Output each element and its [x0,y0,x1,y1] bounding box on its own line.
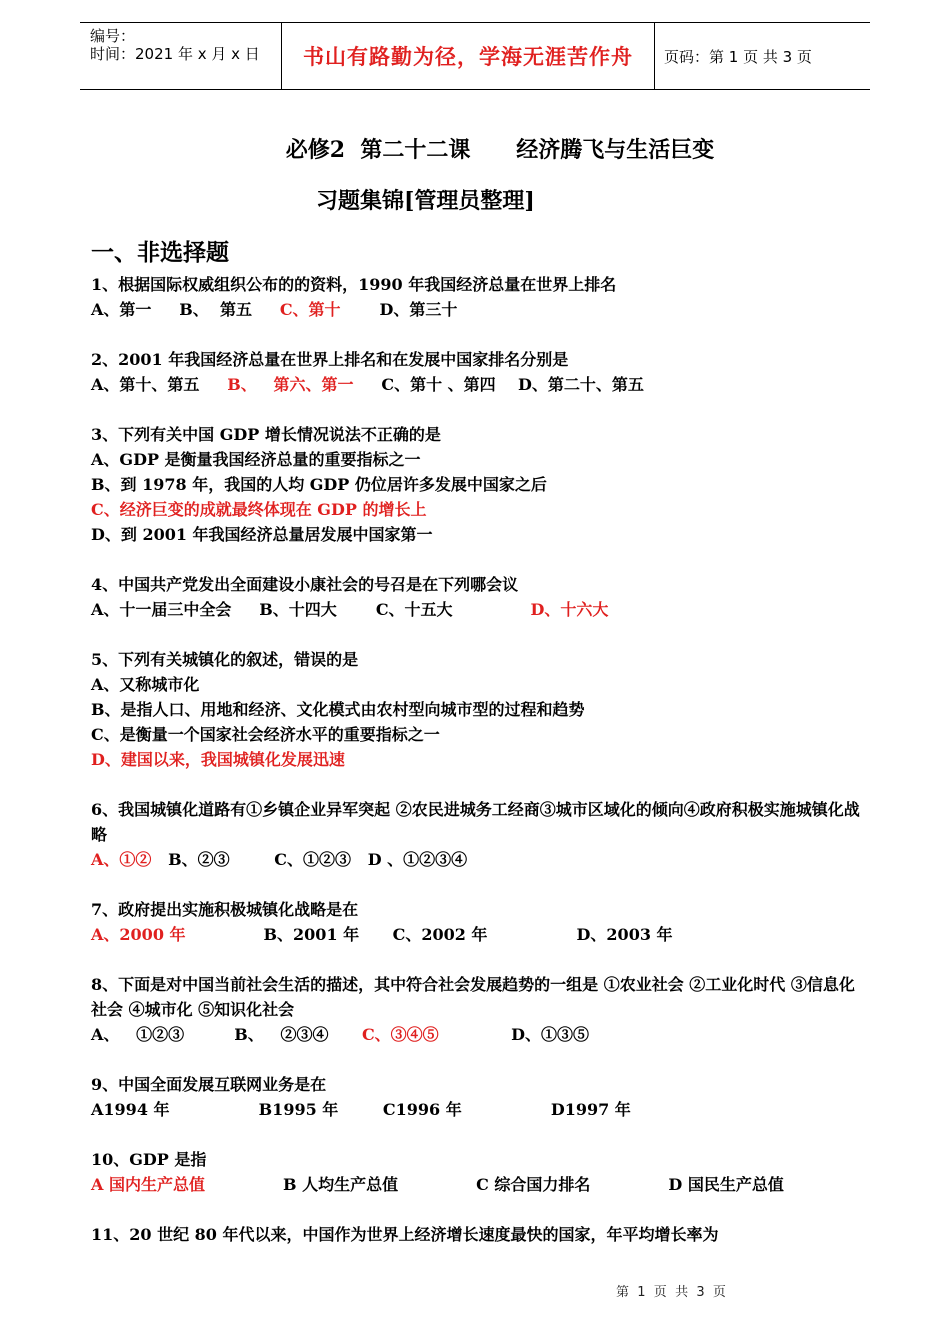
option-a: A、 ①②③ [91,1025,235,1044]
option-a: A、又称城市化 [91,675,200,694]
option-d: D 、①②③④ [367,850,468,869]
option-d: D、①③⑤ [511,1025,589,1044]
page-code: 页码：第 1 页 共 3 页 [664,47,812,66]
option-d: D1997 年 [550,1100,631,1119]
question-text: 2、2001 年我国经济总量在世界上排名和在发展中国家排名分别是 [91,350,569,369]
question-text: 11、20 世纪 80 年代以来，中国作为世界上经济增长速度最快的国家，年平均增长率为 [91,1225,719,1244]
option-c-answer: C、经济巨变的成就最终体现在 GDP 的增长上 [91,500,427,519]
question-text: 1、根据国际权威组织公布的的资料，1990 年我国经济总量在世界上排名 [91,275,617,294]
option-a-answer: A、①② [91,850,169,869]
option-a: A、第十、第五 [91,375,228,394]
option-d: D、2003 年 [576,925,673,944]
option-a: A、第一 [91,300,180,319]
question-3 [91,422,863,547]
options-row [91,297,863,322]
option-d: D 国民生产总值 [668,1175,784,1194]
option-b-answer: B、 第六、第一 [227,375,382,394]
options-row [91,922,863,947]
motto: 书山有路勤为径，学海无涯苦作舟 [303,44,633,69]
document-subtitle: 习题集锦[管理员整理] [316,188,535,214]
option-d: D、到 2001 年我国经济总量居发展中国家第一 [91,525,433,544]
option-c-answer: C、第十 [279,300,369,319]
page-header [80,22,870,90]
document-title: 必修2 第二十二课 经济腾飞与生活巨变 [285,137,715,163]
question-text: 5、下列有关城镇化的叙述，错误的是 [91,650,359,669]
option-b: B、 ②③④ [234,1025,362,1044]
option-c: C、十五大 [375,600,531,619]
time-label: 时间：2021 年 x 月 x 日 [90,45,260,63]
header-motto-cell [281,23,655,89]
option-a: A1994 年 [91,1100,259,1119]
option-c: C、是衡量一个国家社会经济水平的重要指标之一 [91,725,440,744]
option-b: B、②③ [168,850,275,869]
question-8 [91,972,863,1047]
option-c-answer: C、③④⑤ [361,1025,512,1044]
option-a-answer: A 国内生产总值 [91,1175,283,1194]
option-b: B1995 年 [258,1100,383,1119]
option-c: C、①②③ [274,850,368,869]
options-row [91,1172,863,1197]
option-d-answer: D、十六大 [530,600,609,619]
header-meta [80,23,281,89]
option-d: D、第二十、第五 [517,375,644,394]
question-text: 4、中国共产党发出全面建设小康社会的号召是在下列哪会议 [91,575,519,594]
question-text: 10、GDP 是指 [91,1150,207,1169]
question-7 [91,897,863,947]
options-row [91,597,863,622]
question-1 [91,272,863,322]
question-text: 7、政府提出实施积极城镇化战略是在 [91,900,359,919]
option-a: A、GDP 是衡量我国经济总量的重要指标之一 [91,450,421,469]
options-row [91,372,863,397]
options-row [91,1022,863,1047]
option-b: B、是指人口、用地和经济、文化模式由农村型向城市型的过程和趋势 [91,700,585,719]
option-c: C 综合国力排名 [476,1175,669,1194]
option-c: C、第十 、第四 [381,375,518,394]
question-4 [91,572,863,622]
question-text: 3、下列有关中国 GDP 增长情况说法不正确的是 [91,425,441,444]
option-c: C、2002 年 [392,925,577,944]
question-2 [91,347,863,397]
option-a: A、十一届三中全会 [91,600,260,619]
question-list [91,272,863,1272]
options-row [91,1097,863,1122]
option-b: B、到 1978 年，我国的人均 GDP 仍位居许多发展中国家之后 [91,475,547,494]
question-5 [91,647,863,772]
question-text: 9、中国全面发展互联网业务是在 [91,1075,327,1094]
option-c: C1996 年 [382,1100,551,1119]
question-6 [91,797,863,872]
question-text: 6、我国城镇化道路有①乡镇企业异军突起 ②农民进城务工经商③城市区域化的倾向④政府积极实施城镇化战略 [91,800,860,844]
question-text: 8、下面是对中国当前社会生活的描述，其中符合社会发展趋势的一组是 ①农业社会 ②工业化时代 ③信息化社会 ④城市化 ⑤知识化社会 [91,975,855,1019]
question-10 [91,1147,863,1197]
option-d-answer: D、建国以来，我国城镇化发展迅速 [91,750,345,769]
option-b: B、2001 年 [263,925,393,944]
option-b: B 人均生产总值 [282,1175,477,1194]
option-d: D、第三十 [368,300,458,319]
option-b: B、十四大 [259,600,376,619]
page-footer: 第 1 页 共 3 页 [616,1285,726,1300]
question-9 [91,1072,863,1122]
option-b: B、 第五 [179,300,280,319]
option-a-answer: A、2000 年 [91,925,264,944]
section-heading: 一、非选择题 [91,239,229,266]
question-11 [91,1222,863,1247]
header-page-code-cell [655,23,870,89]
number-label: 编号： [90,27,136,45]
options-row [91,847,863,872]
